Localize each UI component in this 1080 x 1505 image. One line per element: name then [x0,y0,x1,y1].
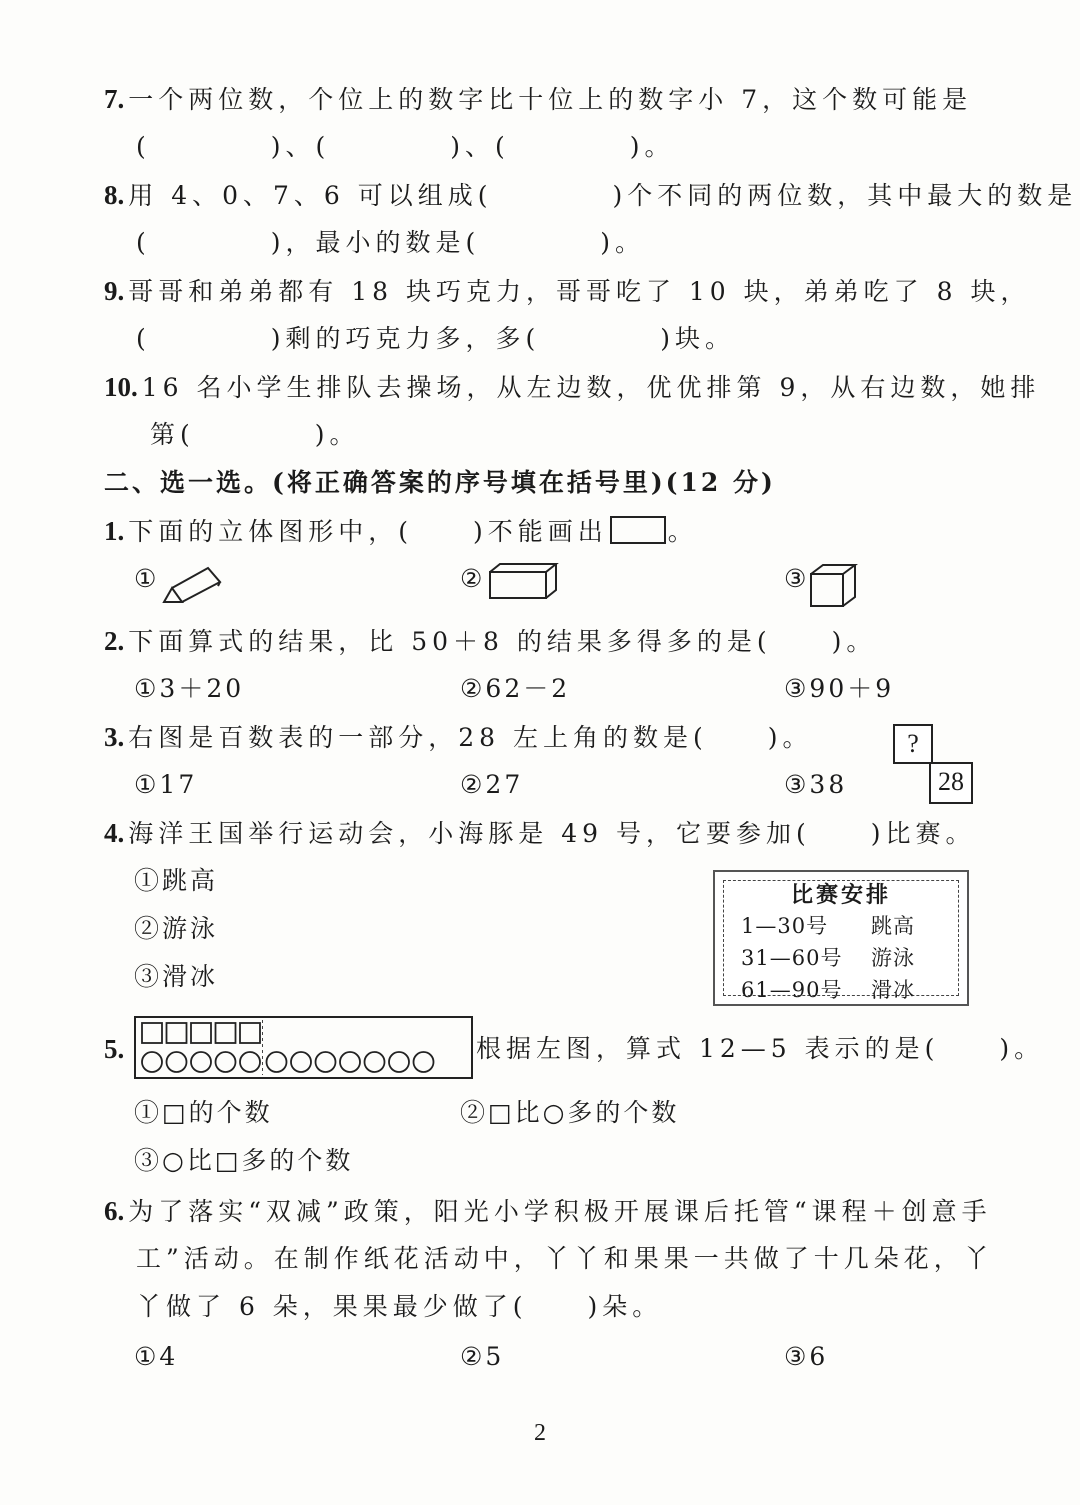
q3-option-3: ③38 [784,770,848,799]
circle-icon [291,1052,311,1072]
square-icon [142,1023,162,1043]
q10-line2: 第( )。 [150,420,360,449]
q3-text: 3. 右图是百数表的一部分，28 左上角的数是( )。 [104,722,813,752]
hundred-chart-cell-28: 28 [929,762,973,804]
hundred-chart-unknown-cell: ? [893,724,933,764]
circle-icon [167,1052,187,1072]
circle-icon [142,1052,162,1072]
q5-frame [135,1017,472,1078]
square-icon [216,1023,236,1043]
circle-icon [216,1052,236,1072]
q6-option-1: ①4 [134,1342,179,1371]
rectangle-icon [610,516,666,544]
q1-option-3: ③ [784,564,810,593]
schedule-row: 31—60号 游泳 [741,946,915,970]
q2-text: 2. 下面算式的结果，比 50＋8 的结果多得多的是( )。 [104,626,877,656]
q4-option-1: ①跳高 [134,866,219,895]
circle-icon [414,1052,434,1072]
circle-icon [340,1052,360,1072]
q2-option-2: ②62－2 [460,674,571,703]
circle-icon [316,1052,336,1072]
q5-option-3: ③○比□多的个数 [134,1146,354,1175]
circle-icon [365,1052,385,1072]
schedule-row: 1—30号 跳高 [741,914,915,938]
circle-icon [240,1052,260,1072]
schedule-title: 比赛安排 [790,883,891,908]
q5-option-2: ②□比○多的个数 [460,1098,680,1127]
q4-text: 4. 海洋王国举行运动会，小海豚是 49 号，它要参加( )比赛。 [104,818,976,848]
circle-icon [267,1052,287,1072]
q2-option-1: ①3＋20 [134,674,245,703]
q3-option-2: ②27 [460,770,524,799]
q6-option-2: ②5 [460,1342,505,1371]
schedule-row: 61—90号 滑冰 [741,978,915,1002]
square-icon [167,1023,187,1043]
q10-line1: 10. 16 名小学生排队去操场，从左边数，优优排第 9，从右边数，她排 [104,372,1041,402]
q4-option-3: ③滑冰 [134,962,219,991]
q6-line3: 丫做了 6 朵，果果最少做了( )朵。 [136,1292,663,1321]
schedule-board [713,870,969,1006]
q8-line1: 8. 用 4、0、7、6 可以组成( )个不同的两位数，其中最大的数是 [104,180,1078,210]
q9-line2: ( )剩的巧克力多，多( )块。 [136,324,736,353]
q8-line2: ( )，最小的数是( )。 [136,228,646,257]
q5-option-1: ①□的个数 [134,1098,273,1127]
cuboid-icon [488,562,560,602]
q5-num: 5. [104,1034,125,1064]
q5-squares-circles-figure [134,1016,474,1080]
q1-option-2: ② [460,564,486,593]
square-icon [191,1023,211,1043]
circle-icon [389,1052,409,1072]
square-icon [240,1023,260,1043]
q6-line1: 6. 为了落实“双减”政策，阳光小学积极开展课后托管“课程＋创意手 [104,1196,992,1226]
q4-option-2: ②游泳 [134,914,219,943]
q7-line1: 7. 一个两位数，个位上的数字比十位上的数字小 7，这个数可能是 [104,84,973,114]
q1-text: 1. 下面的立体图形中，( )不能画出 。 [104,516,698,546]
q9-line1: 9. 哥哥和弟弟都有 18 块巧克力，哥哥吃了 10 块，弟弟吃了 8 块， [104,276,1031,306]
cube-icon [808,562,858,610]
page-number: 2 [534,1420,546,1446]
q3-option-1: ①17 [134,770,198,799]
q6-option-3: ③6 [784,1342,829,1371]
q7-line2: ( )、( )、( )。 [136,132,675,161]
section-heading: 二、选一选。(将正确答案的序号填在括号里)(12 分) [104,468,776,497]
triangular-prism-icon [160,562,226,606]
q5-text: 根据左图，算式 12—5 表示的是( )。 [476,1034,1045,1063]
circle-icon [191,1052,211,1072]
q2-option-3: ③90＋9 [784,674,895,703]
q6-line2: 工”活动。在制作纸花活动中，丫丫和果果一共做了十几朵花，丫 [136,1244,994,1273]
q1-option-1: ① [134,564,160,593]
